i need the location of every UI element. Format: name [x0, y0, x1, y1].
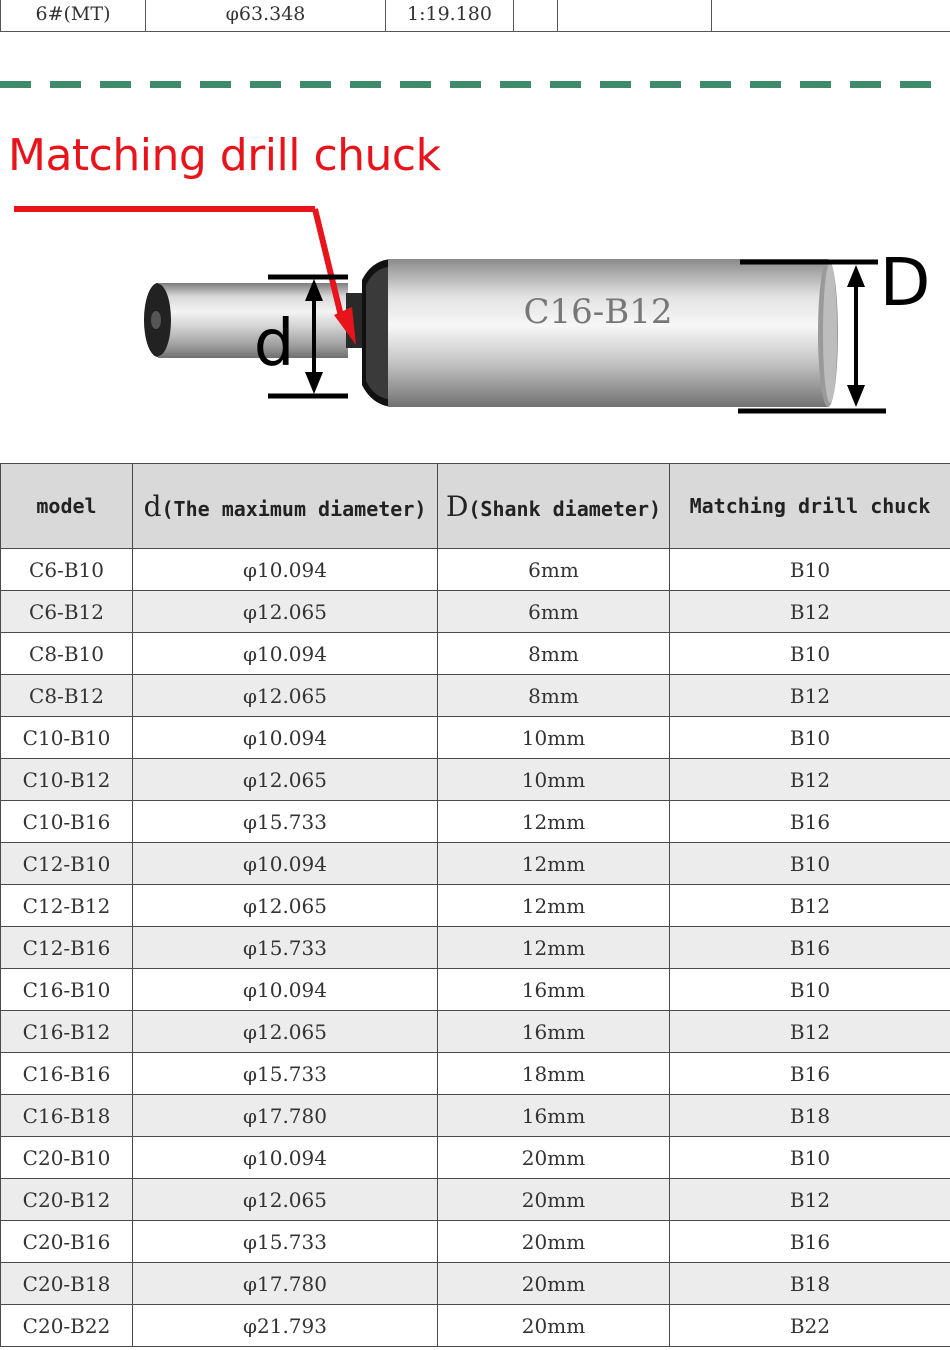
- table-row: [1, 885, 950, 927]
- header-model: [1, 464, 133, 549]
- table-row: [1, 675, 950, 717]
- table-row: [1, 1221, 950, 1263]
- small-d-label: d: [253, 307, 295, 381]
- cell-shank-diameter: 12mm: [438, 927, 670, 969]
- cell-matching-chuck: B12: [670, 591, 950, 633]
- header-matching-chuck: [670, 464, 950, 549]
- cell-model: C20-B12: [1, 1179, 133, 1221]
- cell-matching-chuck: B16: [670, 927, 950, 969]
- cell-shank-diameter: 8mm: [438, 675, 670, 717]
- cell-max-diameter: φ10.094: [133, 717, 438, 759]
- cell-shank-diameter: 6mm: [438, 549, 670, 591]
- cell-matching-chuck: B12: [670, 1011, 950, 1053]
- table-row: [1, 633, 950, 675]
- cell-model: C16-B16: [1, 1053, 133, 1095]
- cell-matching-chuck: B10: [670, 717, 950, 759]
- header-max-diameter: [133, 464, 438, 549]
- table-row: [1, 1305, 950, 1347]
- top-cell-taper: 6#(MT): [0, 0, 146, 31]
- cell-matching-chuck: B10: [670, 549, 950, 591]
- cell-max-diameter: φ12.065: [133, 675, 438, 717]
- cell-max-diameter: φ17.780: [133, 1263, 438, 1305]
- table-row: [1, 801, 950, 843]
- table-row: [1, 927, 950, 969]
- arbor-illustration: [0, 195, 950, 435]
- cell-model: C6-B10: [1, 549, 133, 591]
- cell-shank-diameter: 12mm: [438, 801, 670, 843]
- cell-max-diameter: φ12.065: [133, 1179, 438, 1221]
- cell-max-diameter: φ10.094: [133, 1137, 438, 1179]
- cell-shank-diameter: 16mm: [438, 1011, 670, 1053]
- table-row: [1, 843, 950, 885]
- cell-max-diameter: φ10.094: [133, 843, 438, 885]
- main-body: [388, 259, 838, 407]
- table-row: [1, 759, 950, 801]
- cell-model: C10-B10: [1, 717, 133, 759]
- cell-model: C16-B12: [1, 1011, 133, 1053]
- cell-shank-diameter: 8mm: [438, 633, 670, 675]
- cell-model: C20-B18: [1, 1263, 133, 1305]
- cell-max-diameter: φ12.065: [133, 885, 438, 927]
- table-row: [1, 591, 950, 633]
- cell-model: C10-B12: [1, 759, 133, 801]
- large-d-label: D: [879, 244, 931, 321]
- table-row: [1, 1263, 950, 1305]
- cell-max-diameter: φ21.793: [133, 1305, 438, 1347]
- cell-matching-chuck: B16: [670, 1053, 950, 1095]
- table-row: [1, 1179, 950, 1221]
- table-row: [1, 1011, 950, 1053]
- top-cell-ratio: 1:19.180: [386, 0, 514, 31]
- cell-shank-diameter: 16mm: [438, 969, 670, 1011]
- cell-shank-diameter: 12mm: [438, 885, 670, 927]
- cell-matching-chuck: B18: [670, 1263, 950, 1305]
- top-cell-empty-1: [514, 0, 558, 31]
- cell-matching-chuck: B12: [670, 885, 950, 927]
- table-row: [1, 549, 950, 591]
- cell-max-diameter: φ12.065: [133, 591, 438, 633]
- section-heading: Matching drill chuck: [8, 130, 441, 181]
- table-row: [1, 969, 950, 1011]
- table-row: [1, 1137, 950, 1179]
- engraved-model-label: C16-B12: [523, 292, 673, 332]
- cell-max-diameter: φ10.094: [133, 633, 438, 675]
- cell-matching-chuck: B10: [670, 633, 950, 675]
- cell-model: C20-B22: [1, 1305, 133, 1347]
- header-shank-diameter: [438, 464, 670, 549]
- cell-max-diameter: φ15.733: [133, 1053, 438, 1095]
- cell-shank-diameter: 16mm: [438, 1095, 670, 1137]
- cell-model: C8-B10: [1, 633, 133, 675]
- cell-matching-chuck: B10: [670, 969, 950, 1011]
- cell-shank-diameter: 18mm: [438, 1053, 670, 1095]
- cell-model: C20-B16: [1, 1221, 133, 1263]
- top-table-row: [0, 0, 950, 32]
- table-body: [1, 549, 950, 1347]
- cell-matching-chuck: B16: [670, 801, 950, 843]
- cell-shank-diameter: 20mm: [438, 1263, 670, 1305]
- table-header-row: [1, 464, 950, 549]
- spec-table: [0, 463, 950, 1347]
- header-d-symbol: d: [143, 489, 162, 523]
- cell-model: C12-B16: [1, 927, 133, 969]
- cell-shank-diameter: 20mm: [438, 1305, 670, 1347]
- cell-matching-chuck: B12: [670, 1179, 950, 1221]
- cell-model: C12-B10: [1, 843, 133, 885]
- table-row: [1, 1095, 950, 1137]
- cell-shank-diameter: 20mm: [438, 1137, 670, 1179]
- cell-shank-diameter: 10mm: [438, 759, 670, 801]
- cell-model: C10-B16: [1, 801, 133, 843]
- dashed-divider: [0, 81, 950, 88]
- cell-max-diameter: φ17.780: [133, 1095, 438, 1137]
- cell-model: C12-B12: [1, 885, 133, 927]
- cell-shank-diameter: 20mm: [438, 1221, 670, 1263]
- cell-shank-diameter: 6mm: [438, 591, 670, 633]
- cell-shank-diameter: 20mm: [438, 1179, 670, 1221]
- cell-shank-diameter: 10mm: [438, 717, 670, 759]
- cell-max-diameter: φ15.733: [133, 1221, 438, 1263]
- top-cell-empty-2: [558, 0, 712, 31]
- top-cell-diameter: φ63.348: [146, 0, 386, 31]
- header-D-text: (Shank diameter): [468, 496, 662, 521]
- top-cell-empty-3: [712, 0, 950, 31]
- cell-max-diameter: φ15.733: [133, 927, 438, 969]
- cell-shank-diameter: 12mm: [438, 843, 670, 885]
- cell-model: C16-B18: [1, 1095, 133, 1137]
- cell-max-diameter: φ10.094: [133, 549, 438, 591]
- cell-model: C16-B10: [1, 969, 133, 1011]
- cell-model: C8-B12: [1, 675, 133, 717]
- cell-matching-chuck: B18: [670, 1095, 950, 1137]
- cell-max-diameter: φ10.094: [133, 969, 438, 1011]
- cell-matching-chuck: B12: [670, 675, 950, 717]
- cell-matching-chuck: B10: [670, 843, 950, 885]
- cell-matching-chuck: B12: [670, 759, 950, 801]
- header-model-label: model: [36, 494, 97, 518]
- header-chuck-label: Matching drill chuck: [689, 494, 931, 518]
- cell-matching-chuck: B10: [670, 1137, 950, 1179]
- table-row: [1, 1053, 950, 1095]
- cell-matching-chuck: B16: [670, 1221, 950, 1263]
- cell-model: C20-B10: [1, 1137, 133, 1179]
- header-d-text: (The maximum diameter): [161, 496, 427, 521]
- table-row: [1, 717, 950, 759]
- cell-matching-chuck: B22: [670, 1305, 950, 1347]
- cell-max-diameter: φ15.733: [133, 801, 438, 843]
- cell-model: C6-B12: [1, 591, 133, 633]
- cell-max-diameter: φ12.065: [133, 759, 438, 801]
- cell-max-diameter: φ12.065: [133, 1011, 438, 1053]
- header-D-symbol: D: [445, 489, 469, 523]
